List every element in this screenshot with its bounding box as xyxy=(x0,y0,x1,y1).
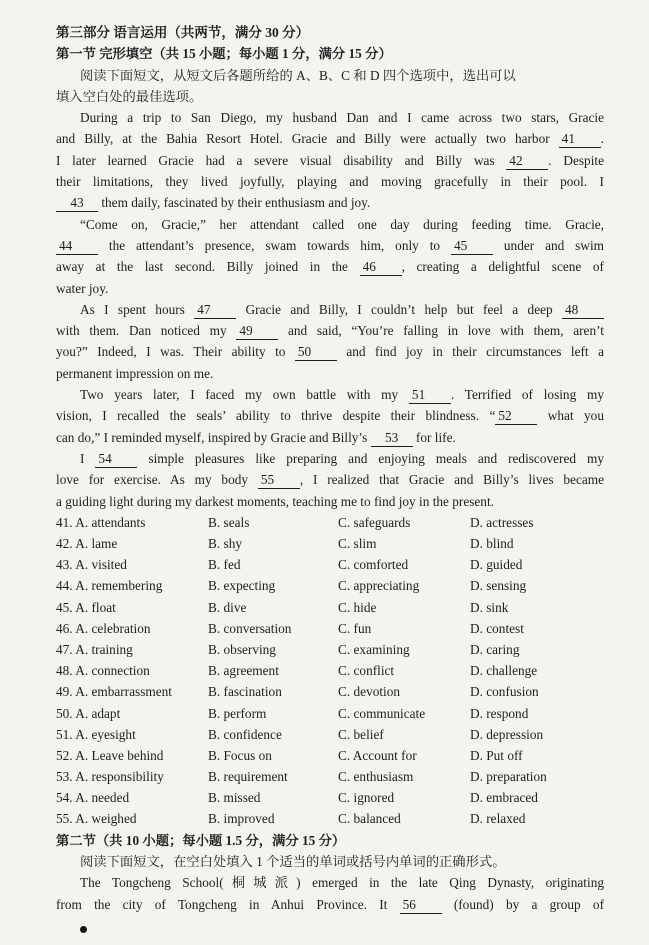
section1-instruction-line2: 填入空白处的最佳选项。 xyxy=(56,88,203,104)
passage-text: and Billy, at the Bahia Resort Hotel. Gracie and Billy were actually two harbor xyxy=(56,131,559,147)
blank-45: 45 xyxy=(451,238,493,255)
option-row xyxy=(56,808,604,829)
option-b: B. seals xyxy=(208,514,250,530)
option-b: B. perform xyxy=(208,705,267,721)
blank-42: 42 xyxy=(506,153,548,170)
passage-line xyxy=(56,405,604,426)
passage-text: the attendant’s presence, swam towards him, only to xyxy=(98,237,451,253)
option-c: C. hide xyxy=(338,599,377,615)
option-c: C. conflict xyxy=(338,663,395,679)
passage-text: under and swim xyxy=(492,237,604,253)
option-d: D. relaxed xyxy=(470,811,526,827)
passage-text: I later learned Gracie had a severe visual disability and Billy was xyxy=(56,152,507,168)
option-a: 43. A. visited xyxy=(56,557,127,573)
option-c: C. slim xyxy=(338,536,377,552)
option-row xyxy=(56,766,604,787)
section1-instruction-line1: 阅读下面短文，从短文后各题所给的 A、B、C 和 D 四个选项中，选出可以 xyxy=(80,67,516,83)
option-c: C. enthusiasm xyxy=(338,769,414,785)
passage-line xyxy=(56,363,604,384)
passage-line xyxy=(56,150,604,171)
options-list xyxy=(56,512,604,830)
cloze-passage xyxy=(56,107,604,512)
option-a: 51. A. eyesight xyxy=(56,726,136,742)
passage-text: . Despite xyxy=(548,152,604,168)
passage-text: permanent impression on me. xyxy=(56,365,214,381)
section2-heading: 第二节（共 10 小题；每小题 1.5 分，满分 15 分） xyxy=(56,832,346,848)
passage-text: and find joy in their circumstances left a xyxy=(336,344,604,360)
option-b: B. agreement xyxy=(208,663,279,679)
option-row xyxy=(56,660,604,681)
option-d: D. Put off xyxy=(470,747,523,763)
passage-text: The Tongcheng School(桐城派) emerged in the late Qing Dynasty, originating xyxy=(80,875,604,891)
option-c: C. examining xyxy=(338,641,410,657)
option-a: 42. A. lame xyxy=(56,536,118,552)
blank-55: 55 xyxy=(258,472,300,489)
option-b: B. improved xyxy=(208,811,275,827)
option-row xyxy=(56,639,604,660)
passage-text: love for exercise. As my body xyxy=(56,472,258,488)
passage-line xyxy=(56,107,604,128)
passage-line xyxy=(56,299,604,320)
passage-line xyxy=(56,894,604,915)
option-a: 44. A. remembering xyxy=(56,578,163,594)
blank-47: 47 xyxy=(194,302,236,319)
option-d: D. preparation xyxy=(470,769,547,785)
passage-text: and said, “You’re falling in love with them, aren’t xyxy=(278,323,604,339)
passage-text: As I spent hours xyxy=(80,301,195,317)
passage-line xyxy=(56,171,604,192)
option-row xyxy=(56,597,604,618)
bullet-dot xyxy=(80,926,87,933)
passage-line xyxy=(56,427,604,448)
passage-line xyxy=(56,448,604,469)
option-b: B. expecting xyxy=(208,578,276,594)
section-title: 第三部分 语言运用（共两节，满分 30 分） xyxy=(56,25,310,40)
blank-43: 43 xyxy=(56,195,98,212)
option-c: C. fun xyxy=(338,620,372,636)
option-a: 55. A. weighed xyxy=(56,811,137,827)
option-row xyxy=(56,533,604,554)
passage-text: a guiding light during my darkest moments, teaching me to find joy in the present. xyxy=(56,493,494,509)
option-d: D. actresses xyxy=(470,514,534,530)
option-b: B. fascination xyxy=(208,684,282,700)
passage-text: simple pleasures like preparing and enjoying meals and rediscovered my xyxy=(137,450,604,466)
blank-56: 56 xyxy=(400,897,442,914)
passage-text: vision, I recalled the seals’ ability to thrive despite their blindness. “ xyxy=(56,408,496,424)
passage-text: “Come on, Gracie,” her attendant called one day during feeding time. Gracie, xyxy=(80,216,604,232)
option-a: 47. A. training xyxy=(56,641,133,657)
option-row xyxy=(56,745,604,766)
blank-46: 46 xyxy=(360,259,402,276)
option-d: D. embraced xyxy=(470,790,538,806)
option-row xyxy=(56,681,604,702)
option-a: 54. A. needed xyxy=(56,790,130,806)
passage-text: I xyxy=(80,450,96,466)
passage-text: them daily, fascinated by their enthusiasm and joy. xyxy=(98,195,371,211)
passage-line xyxy=(56,192,604,213)
passage-text: away at the last second. Billy joined in the xyxy=(56,259,360,275)
option-b: B. fed xyxy=(208,557,241,573)
exam-page xyxy=(56,22,604,915)
option-d: D. sensing xyxy=(470,578,527,594)
option-b: B. shy xyxy=(208,536,242,552)
grammar-passage xyxy=(56,872,604,915)
option-d: D. challenge xyxy=(470,663,538,679)
option-b: B. dive xyxy=(208,599,247,615)
passage-text: water joy. xyxy=(56,280,109,296)
option-d: D. depression xyxy=(470,726,544,742)
option-row xyxy=(56,512,604,533)
option-c: C. Account for xyxy=(338,747,417,763)
option-row xyxy=(56,554,604,575)
option-row xyxy=(56,575,604,596)
option-a: 52. A. Leave behind xyxy=(56,747,164,763)
blank-48: 48 xyxy=(562,302,604,319)
section1-heading: 第一节 完形填空（共 15 小题；每小题 1 分，满分 15 分） xyxy=(56,46,392,62)
passage-text: During a trip to San Diego, my husband Dan and I came across two stars, Gracie xyxy=(80,110,604,126)
blank-44: 44 xyxy=(56,238,98,255)
section2-instruction: 阅读下面短文，在空白处填入 1 个适当的单词或括号内单词的正确形式。 xyxy=(80,853,506,869)
passage-line xyxy=(56,214,604,235)
passage-line xyxy=(56,235,604,256)
blank-41: 41 xyxy=(559,131,601,148)
passage-line xyxy=(56,278,604,299)
option-b: B. observing xyxy=(208,641,276,657)
option-b: B. requirement xyxy=(208,769,288,785)
option-b: B. confidence xyxy=(208,726,282,742)
blank-53: 53 xyxy=(371,430,413,447)
passage-line xyxy=(56,128,604,149)
passage-text: for life. xyxy=(412,429,456,445)
option-a: 41. A. attendants xyxy=(56,514,146,530)
passage-line xyxy=(56,872,604,893)
blank-52: 52 xyxy=(495,408,537,425)
option-b: B. missed xyxy=(208,790,261,806)
option-c: C. devotion xyxy=(338,684,401,700)
option-d: D. guided xyxy=(470,557,523,573)
passage-text: . xyxy=(600,131,604,147)
passage-text: Two years later, I faced my own battle with my xyxy=(80,387,409,403)
passage-line xyxy=(56,469,604,490)
option-row xyxy=(56,618,604,639)
option-d: D. contest xyxy=(470,620,524,636)
blank-51: 51 xyxy=(409,387,451,404)
passage-text: Gracie and Billy, I couldn’t help but feel a deep xyxy=(236,301,562,317)
option-a: 49. A. embarrassment xyxy=(56,684,172,700)
passage-text: can do,” I reminded myself, inspired by Gracie and Billy’s xyxy=(56,429,371,445)
passage-line xyxy=(56,256,604,277)
option-a: 53. A. responsibility xyxy=(56,769,164,785)
option-c: C. belief xyxy=(338,726,384,742)
option-d: D. blind xyxy=(470,536,514,552)
option-a: 50. A. adapt xyxy=(56,705,121,721)
option-b: B. conversation xyxy=(208,620,292,636)
option-c: C. communicate xyxy=(338,705,426,721)
blank-50: 50 xyxy=(295,344,337,361)
passage-text: (found) by a group of xyxy=(441,896,604,912)
passage-text: you?” Indeed, I was. Their ability to xyxy=(56,344,295,360)
passage-line xyxy=(56,491,604,512)
passage-text: , creating a delightful scene of xyxy=(401,259,604,275)
passage-line xyxy=(56,320,604,341)
option-d: D. sink xyxy=(470,599,509,615)
passage-line xyxy=(56,341,604,362)
option-d: D. caring xyxy=(470,641,520,657)
option-c: C. safeguards xyxy=(338,514,411,530)
option-c: C. comforted xyxy=(338,557,409,573)
passage-text: from the city of Tongcheng in Anhui Province. It xyxy=(56,896,400,912)
option-row xyxy=(56,787,604,808)
passage-text: what you xyxy=(537,408,604,424)
passage-line xyxy=(56,384,604,405)
option-b: B. Focus on xyxy=(208,747,272,763)
option-a: 45. A. float xyxy=(56,599,116,615)
option-c: C. appreciating xyxy=(338,578,420,594)
passage-text: , I realized that Gracie and Billy’s lives became xyxy=(299,472,604,488)
passage-text: their limitations, they lived joyfully, playing and moving gracefully in their pool. I xyxy=(56,174,604,190)
option-d: D. confusion xyxy=(470,684,539,700)
option-a: 46. A. celebration xyxy=(56,620,151,636)
option-a: 48. A. connection xyxy=(56,663,150,679)
blank-49: 49 xyxy=(236,323,278,340)
option-row xyxy=(56,703,604,724)
passage-text: with them. Dan noticed my xyxy=(56,323,237,339)
option-d: D. respond xyxy=(470,705,529,721)
option-c: C. balanced xyxy=(338,811,401,827)
option-c: C. ignored xyxy=(338,790,395,806)
option-row xyxy=(56,724,604,745)
blank-54: 54 xyxy=(95,451,137,468)
passage-text: . Terrified of losing my xyxy=(450,387,604,403)
